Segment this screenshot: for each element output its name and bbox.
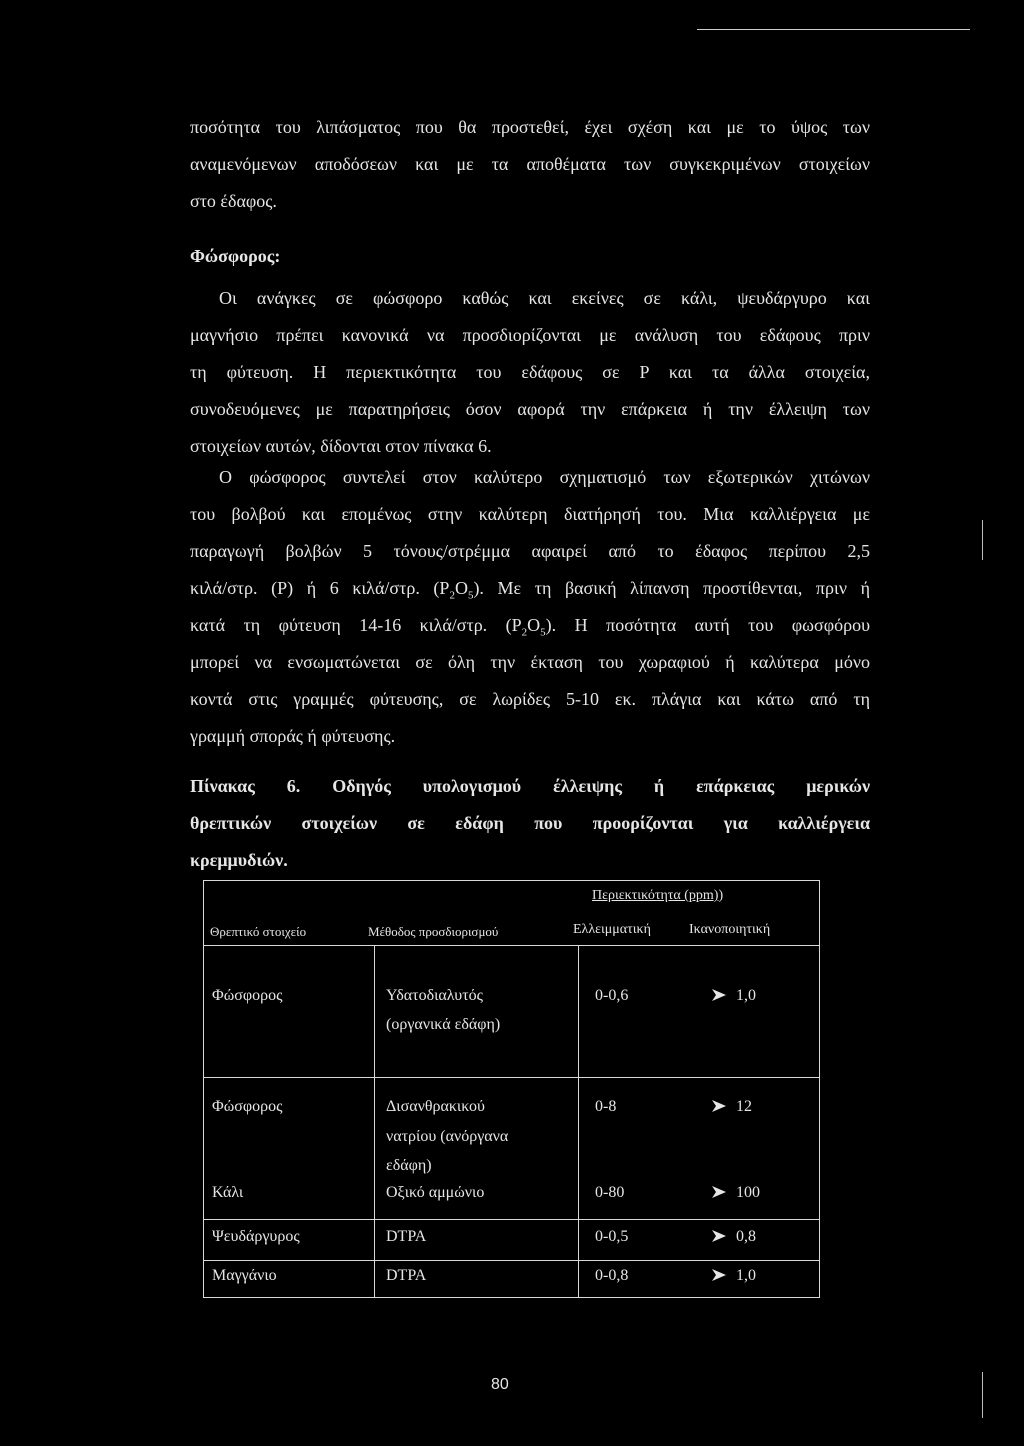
text-line: γραμμή σποράς ή φύτευσης. bbox=[190, 726, 396, 746]
table-cell: 12 bbox=[712, 1092, 752, 1122]
paragraph-3 bbox=[190, 459, 870, 755]
arrowhead-right-icon bbox=[712, 1100, 726, 1112]
column-header: Ικανοποιητική bbox=[689, 922, 771, 937]
table-cell: 0-0,6 bbox=[595, 987, 629, 1004]
page-number: 80 bbox=[491, 1376, 509, 1393]
arrowhead-right-icon bbox=[712, 1269, 726, 1281]
table-cell: Φώσφορος bbox=[212, 1098, 283, 1115]
table-cell: εδάφη) bbox=[386, 1157, 432, 1174]
text-line: Ο φώσφορος συντελεί στον καλύτερο σχηματισμό των εξωτερικών χιτώνων bbox=[219, 467, 870, 487]
paragraph-2 bbox=[190, 280, 870, 465]
table-cell: Οξικό αμμώνιο bbox=[386, 1184, 485, 1201]
table-cell: 0-0,8 bbox=[595, 1267, 629, 1284]
table-cell: 0-80 bbox=[595, 1184, 625, 1201]
table-cell: DTPA bbox=[386, 1267, 427, 1284]
arrowhead-right-icon bbox=[712, 1186, 726, 1198]
text-line: παραγωγή βολβών 5 τόνους/στρέμμα αφαιρεί από το έδαφος περίπου 2,5 bbox=[190, 541, 870, 561]
table-border bbox=[374, 945, 375, 1297]
table-cell: Φώσφορος bbox=[212, 987, 283, 1004]
caption-line: Πίνακας 6. Οδηγός υπολογισμού έλλειψης ή επάρκειας μερικών bbox=[190, 776, 870, 796]
table-cell: 0-0,5 bbox=[595, 1228, 629, 1245]
group-header: Περιεκτικότητα (ppm)) bbox=[592, 888, 724, 903]
arrowhead-right-icon bbox=[712, 989, 726, 1001]
table-cell: Υδατοδιαλυτός bbox=[386, 987, 483, 1004]
text-line: στοιχείων αυτών, δίδονται στον πίνακα 6. bbox=[190, 436, 492, 456]
table-cell: 0-8 bbox=[595, 1098, 617, 1115]
text-line: του βολβού και επομένως στην καλύτερη διατήρησή του. Μια καλλιέργεια με bbox=[190, 504, 870, 524]
paragraph-1 bbox=[190, 109, 870, 220]
table-cell: 100 bbox=[712, 1178, 760, 1208]
table-border bbox=[203, 1297, 820, 1298]
arrowhead-right-icon bbox=[712, 1230, 726, 1242]
text-line: κοντά στις γραμμές φύτευσης, σε λωρίδες 5-10 εκ. πλάγια και κάτω από τη bbox=[190, 689, 870, 709]
table-border bbox=[203, 880, 204, 1297]
table-cell: 1,0 bbox=[712, 1261, 756, 1291]
table-border bbox=[203, 945, 820, 946]
text-line: μπορεί να ενσωματώνεται σε όλη την έκταση του χωραφιού ή καλύτερα μόνο bbox=[190, 652, 870, 672]
text-line: μαγνήσιο πρέπει κανονικά να προσδιορίζονται με ανάλυση του εδάφους πριν bbox=[190, 325, 870, 345]
column-header: Ελλειμματική bbox=[573, 922, 651, 937]
text-line: στο έδαφος. bbox=[190, 191, 277, 211]
text-line: τη φύτευση. Η περιεκτικότητα του εδάφους σε P και τα άλλα στοιχεία, bbox=[190, 362, 870, 382]
header-rule bbox=[697, 29, 970, 30]
column-header: Θρεπτικό στοιχείο bbox=[210, 924, 307, 939]
section-heading: Φώσφορος: bbox=[190, 246, 281, 266]
text-line: κατά τη φύτευση 14-16 κιλά/στρ. $(P_2O_5)$. Η ποσότητα αυτή του φωσφόρου bbox=[190, 615, 870, 639]
text-line: ποσότητα του λιπάσματος που θα προστεθεί, έχει σχέση και με το ύψος των bbox=[190, 117, 870, 137]
column-header: Μέθοδος προσδιορισμού bbox=[368, 924, 499, 939]
table-cell: Ψευδάργυρος bbox=[212, 1228, 300, 1245]
caption-line: κρεμμυδιών. bbox=[190, 850, 288, 870]
table-border bbox=[203, 1077, 820, 1078]
text-line: Οι ανάγκες σε φώσφορο καθώς και εκείνες σε κάλι, ψευδάργυρο και bbox=[219, 288, 870, 308]
table-cell: Μαγγάνιο bbox=[212, 1267, 277, 1284]
table-border bbox=[203, 880, 820, 881]
margin-mark bbox=[982, 520, 983, 560]
table-cell: 1,0 bbox=[712, 981, 756, 1011]
margin-mark bbox=[982, 1372, 983, 1418]
table-cell: 0,8 bbox=[712, 1222, 756, 1252]
caption-line: θρεπτικών στοιχείων σε εδάφη που προορίζονται για καλλιέργεια bbox=[190, 813, 870, 833]
text-line: κιλά/στρ. (P) ή 6 κιλά/στρ. $(P_2O_5)$. Με τη βασική λίπανση προστίθενται, πριν ή bbox=[190, 578, 870, 602]
table-cell: Κάλι bbox=[212, 1184, 244, 1201]
text-line: συνοδευόμενες με παρατηρήσεις όσον αφορά την επάρκεια ή την έλλειψη των bbox=[190, 399, 870, 419]
table-cell: DTPA bbox=[386, 1228, 427, 1245]
table-cell: (οργανικά εδάφη) bbox=[386, 1016, 501, 1033]
table-border bbox=[203, 1219, 820, 1220]
table-border bbox=[578, 945, 579, 1297]
table-cell: Δισανθρακικού bbox=[386, 1098, 485, 1115]
text-line: αναμενόμενων αποδόσεων και με τα αποθέματα των συγκεκριμένων στοιχείων bbox=[190, 154, 870, 174]
table-border bbox=[819, 880, 820, 1297]
table-cell: νατρίου (ανόργανα bbox=[386, 1128, 509, 1145]
table-caption bbox=[190, 768, 870, 879]
